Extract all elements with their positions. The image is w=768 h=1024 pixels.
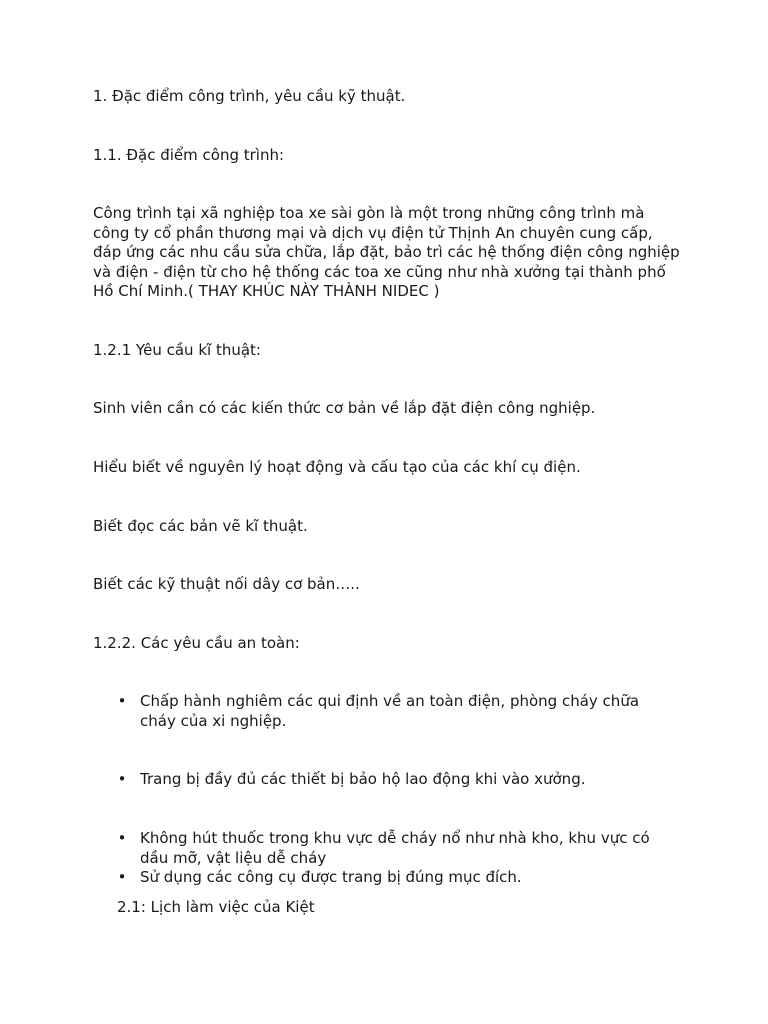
bullet-icon: •	[117, 692, 127, 710]
safety-item-text: Chấp hành nghiêm các qui định về an toàn điện, phòng cháy chữa cháy của xi nghiệp.	[140, 692, 640, 730]
heading-2-1: 2.1: Lịch làm việc của Kiệt	[117, 898, 315, 916]
bullet-icon: •	[117, 829, 127, 847]
safety-item-text: Trang bị đầy đủ các thiết bị bảo hộ lao động khi vào xưởng.	[140, 770, 586, 788]
requirement-item: Hiểu biết về nguyên lý hoạt động và cấu tạo của các khí cụ điện.	[93, 458, 581, 476]
requirement-item: Biết các kỹ thuật nối dây cơ bản…..	[93, 575, 360, 593]
bullet-icon: •	[117, 770, 127, 788]
safety-item-text: Không hút thuốc trong khu vực dễ cháy nổ như nhà kho, khu vực có dầu mỡ, vật liệu dễ cháy	[140, 829, 650, 867]
heading-1-2-2: 1.2.2. Các yêu cầu an toàn:	[93, 634, 300, 652]
bullet-icon: •	[117, 868, 127, 886]
requirement-item: Biết đọc các bản vẽ kĩ thuật.	[93, 517, 308, 535]
heading-1-1: 1.1. Đặc điểm công trình:	[93, 146, 285, 164]
paragraph-description: Công trình tại xã nghiệp toa xe sài gòn là một trong những công trình mà công ty cổ phần thương mại và dịch vụ điện tử Thịnh An chuyên cung cấp, đáp ứng các nhu cầu sửa chữa, lắp đặt, bảo trì các hệ thống điện công nghiệp và điện - điện từ cho hệ thống các toa xe cũng như nhà xưởng tại thành phố Hồ Chí Minh.( THAY KHÚC NÀY THÀNH NIDEC )	[93, 204, 680, 300]
heading-1: 1. Đặc điểm công trình, yêu cầu kỹ thuật.	[93, 87, 406, 105]
requirement-item: Sinh viên cần có các kiến thức cơ bản về lắp đặt điện công nghiệp.	[93, 399, 596, 417]
heading-1-2-1: 1.2.1 Yêu cầu kĩ thuật:	[93, 341, 261, 359]
safety-item-text: Sử dụng các công cụ được trang bị đúng mục đích.	[140, 868, 522, 886]
